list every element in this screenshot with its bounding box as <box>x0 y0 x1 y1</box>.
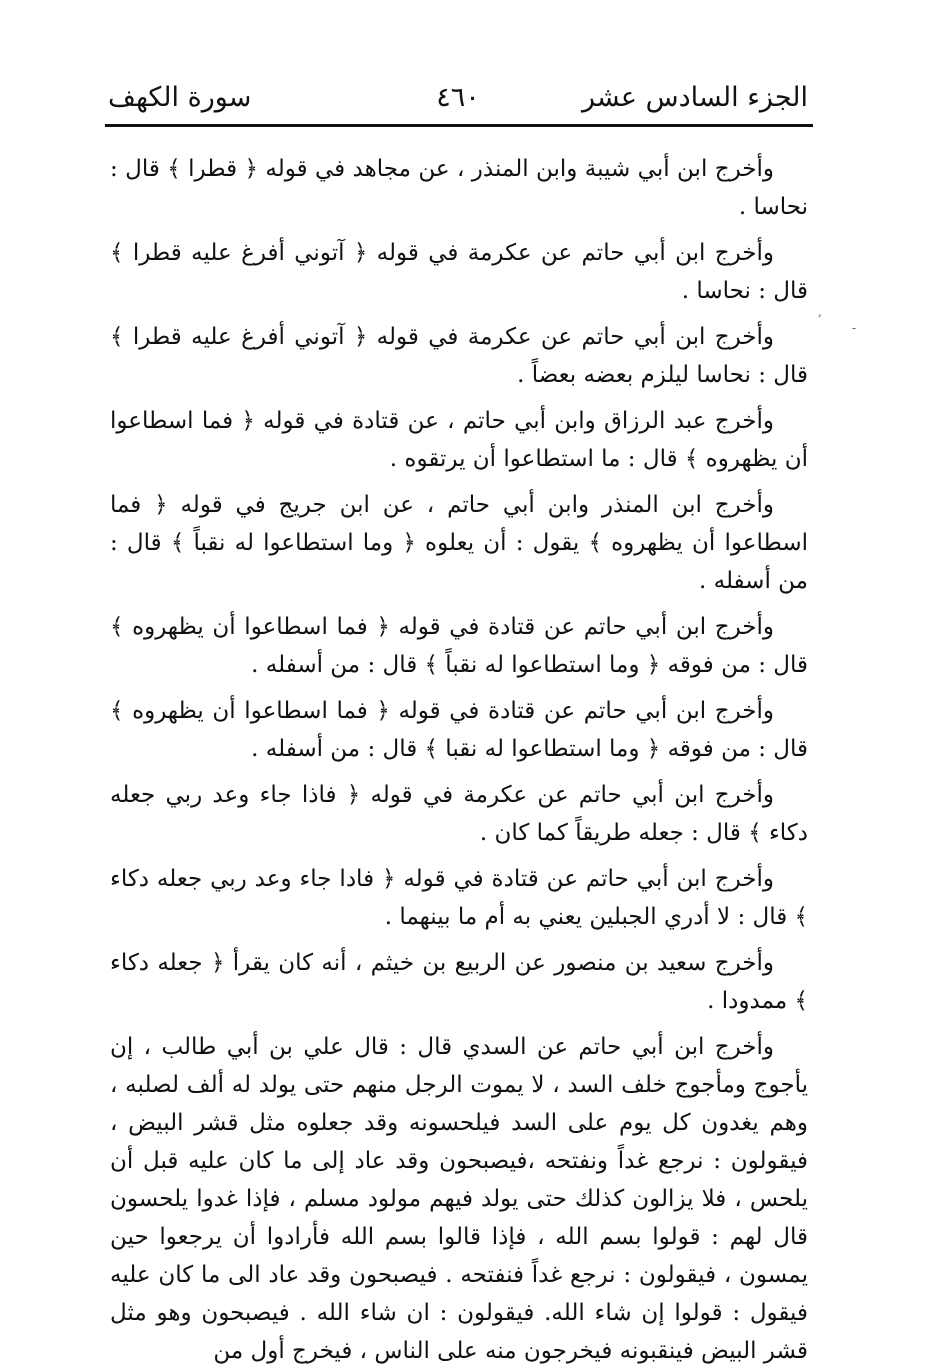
paragraph-9: وأخرج ابن أبي حاتم عن قتادة في قوله ﴿ فادا جاء وعد ربي جعله دكاء ﴾ قال : لا أدري الجبلين يعني به أم ما بينهما . <box>110 866 808 930</box>
surah-title: سورة الكهف <box>108 82 252 113</box>
page-number: ٤٦٠ <box>436 82 480 113</box>
page-body <box>110 150 808 1370</box>
part-title: الجزء السادس عشر <box>581 82 808 113</box>
paragraph-2: وأخرج ابن أبي حاتم عن عكرمة في قوله ﴿ آتوني أفرغ عليه قطرا ﴾ قال : نحاسا . <box>110 240 808 304</box>
header-divider <box>105 124 813 127</box>
paragraph-8: وأخرج ابن أبي حاتم عن عكرمة في قوله ﴿ فاذا جاء وعد ربي جعله دكاء ﴾ قال : جعله طريقاً كما كان . <box>110 782 808 846</box>
scan-speck: - <box>852 321 857 335</box>
paragraph-1: وأخرج ابن أبي شيبة وابن المنذر ، عن مجاهد في قوله ﴿ قطرا ﴾ قال : نحاسا . <box>110 156 808 220</box>
paragraph-3: وأخرج ابن أبي حاتم عن عكرمة في قوله ﴿ آتوني أفرغ عليه قطرا ﴾ قال : نحاسا ليلزم بعضه بعضاً . <box>110 324 808 388</box>
scan-speck: , <box>818 305 822 319</box>
paragraph-10: وأخرج سعيد بن منصور عن الربيع بن خيثم ، أنه كان يقرأ ﴿ جعله دكاء ﴾ ممدودا . <box>110 950 808 1014</box>
paragraph-4: وأخرج عبد الرزاق وابن أبي حاتم ، عن قتادة في قوله ﴿ فما اسطاعوا أن يظهروه ﴾ قال : ما استطاعوا أن يرتقوه . <box>110 408 808 472</box>
paragraph-7: وأخرج ابن أبي حاتم عن قتادة في قوله ﴿ فما اسطاعوا أن يظهروه ﴾ قال : من فوقه ﴿ وما استطاعوا له نقبا ﴾ قال : من أسفله . <box>110 698 808 762</box>
paragraph-5: وأخرج ابن المنذر وابن أبي حاتم ، عن ابن جريج في قوله ﴿ فما اسطاعوا أن يظهروه ﴾ يقول : أن يعلوه ﴿ وما استطاعوا له نقباً ﴾ قال : من أسفله . <box>110 492 808 594</box>
page-header <box>108 78 808 124</box>
paragraph-6: وأخرج ابن أبي حاتم عن قتادة في قوله ﴿ فما اسطاعوا أن يظهروه ﴾ قال : من فوقه ﴿ وما استطاعوا له نقباً ﴾ قال : من أسفله . <box>110 614 808 678</box>
paragraph-11: وأخرج ابن أبي حاتم عن السدي قال : قال علي بن أبي طالب ، إن يأجوج ومأجوج خلف السد ، لا يموت الرجل منهم حتى يولد له ألف لصلبه ، وهم يغدون كل يوم على السد فيلحسونه وقد جعلوه مثل قشر البيض ، فيقولون : نرجع غداً ونفتحه ،فيصبحون وقد عاد إلى ما كان عليه قبل أن يلحس ، فلا يزالون كذلك حتى يولد فيهم مولود مسلم ، فإذا غدوا يلحسون قال لهم : قولوا بسم الله ، فإذا قالوا بسم الله فأرادوا أن يرجعوا حين يمسون ، فيقولون : نرجع غداً فنفتحه . فيصبحون وقد عاد الى ما كان عليه فيقول : قولوا إن شاء الله. فيقولون : ان شاء الله . فيصبحون وهو مثل قشر البيض فينقبونه فيخرجون منه على الناس ، فيخرج أول من <box>110 1034 808 1364</box>
